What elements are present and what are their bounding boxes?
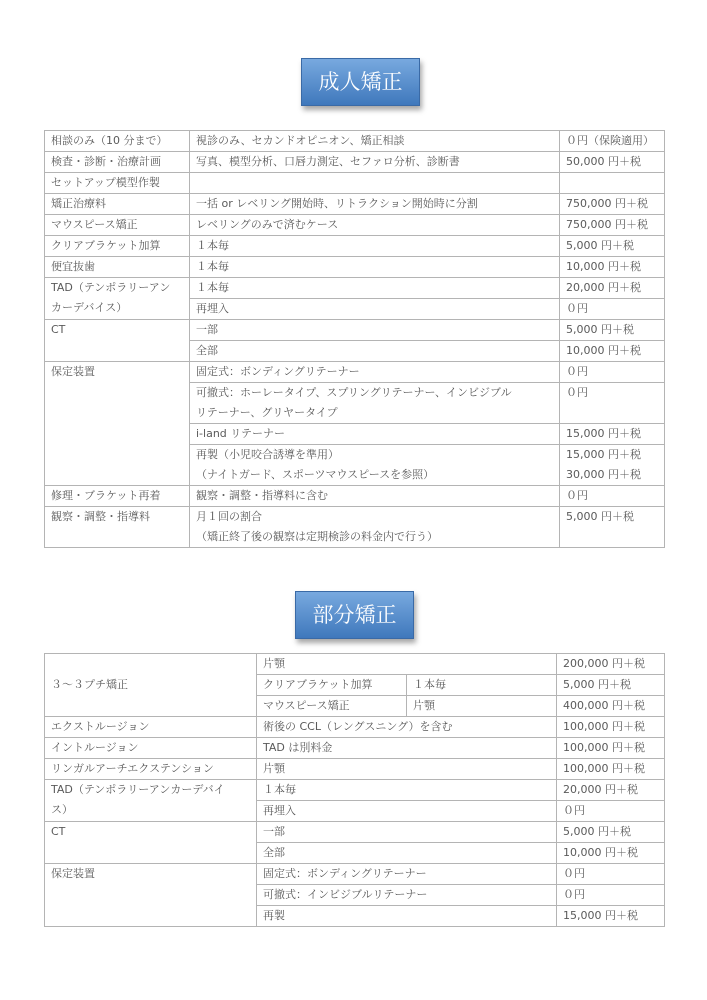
item-name-ct: CT [45, 822, 257, 864]
item-name: 観察・調整・指導料 [45, 507, 190, 548]
section-title-adult: 成人矯正 [301, 58, 420, 106]
item-subdescription: 片顎 [407, 696, 557, 717]
item-name: 矯正治療料 [45, 194, 190, 215]
item-description: 片顎 [257, 759, 557, 780]
tad-name-line2: カーデバイス） [51, 301, 128, 314]
item-description: 固定式：ボンディングリテーナー [190, 362, 560, 383]
item-description: 再埋入 [257, 801, 557, 822]
item-name: 検査・診断・治療計画 [45, 152, 190, 173]
section-title-partial: 部分矯正 [295, 591, 414, 639]
item-name-retainer: 保定装置 [45, 864, 257, 927]
item-description: クリアブラケット加算 [257, 675, 407, 696]
item-price [560, 445, 665, 486]
table-row [45, 236, 665, 257]
item-description: i-land リテーナー [190, 424, 560, 445]
item-price: 10,000 円＋税 [560, 257, 665, 278]
tad-name-line2: ス） [51, 803, 73, 816]
table-row [45, 320, 665, 341]
tad-name-line1: TAD（テンポラリーアンカーデバイ [51, 783, 225, 796]
item-description: １本毎 [257, 780, 557, 801]
item-price: ０円 [557, 801, 665, 822]
item-price: 50,000 円＋税 [560, 152, 665, 173]
item-name-retainer: 保定装置 [45, 362, 190, 486]
item-price: 5,000 円＋税 [560, 320, 665, 341]
item-name: クリアブラケット加算 [45, 236, 190, 257]
table-row [45, 278, 665, 299]
table-row [45, 780, 665, 801]
item-price: ０円 [560, 299, 665, 320]
item-name: 相談のみ（10 分まで） [45, 131, 190, 152]
remake-price2: 30,000 円＋税 [566, 468, 641, 481]
table-row [45, 717, 665, 738]
item-price: 5,000 円＋税 [557, 675, 665, 696]
item-price: 5,000 円＋税 [557, 822, 665, 843]
item-description: １本毎 [190, 236, 560, 257]
item-description: 写真、模型分析、口唇力測定、セファロ分析、診断書 [190, 152, 560, 173]
item-name: リンガルアーチエクステンション [45, 759, 257, 780]
item-price: 100,000 円＋税 [557, 717, 665, 738]
item-description: 片顎 [257, 654, 557, 675]
remake-line1: 再製（小児咬合誘導を準用） [196, 448, 339, 461]
item-description: レベリングのみで済むケース [190, 215, 560, 236]
item-price: 20,000 円＋税 [557, 780, 665, 801]
removable-line1: 可撤式：ホーレータイプ、スプリングリテーナー、インビジブル [196, 386, 512, 399]
table-row [45, 738, 665, 759]
item-name: エクストルージョン [45, 717, 257, 738]
item-description: 一部 [257, 822, 557, 843]
observe-line1: 月１回の割合 [196, 510, 262, 523]
item-name-ct: CT [45, 320, 190, 362]
item-description [190, 383, 560, 424]
remake-price1: 15,000 円＋税 [566, 448, 641, 461]
item-price: ０円 [560, 383, 665, 424]
table-row [45, 173, 665, 194]
item-price: 750,000 円＋税 [560, 194, 665, 215]
item-description: 全部 [257, 843, 557, 864]
table-row [45, 507, 665, 548]
item-price: 10,000 円＋税 [560, 341, 665, 362]
table-row [45, 654, 665, 675]
item-price: 750,000 円＋税 [560, 215, 665, 236]
item-price: 5,000 円＋税 [560, 236, 665, 257]
table-row [45, 759, 665, 780]
item-name: 便宜抜歯 [45, 257, 190, 278]
table-row [45, 362, 665, 383]
item-price: 15,000 円＋税 [557, 906, 665, 927]
item-name-tad [45, 780, 257, 822]
item-name-petit: ３～３プチ矯正 [45, 654, 257, 717]
item-description [190, 445, 560, 486]
item-price: 15,000 円＋税 [560, 424, 665, 445]
item-description: マウスピース矯正 [257, 696, 407, 717]
item-price: ０円（保険適用） [560, 131, 665, 152]
item-description: 一括 or レベリング開始時、リトラクション開始時に分割 [190, 194, 560, 215]
item-name: 修理・ブラケット再着 [45, 486, 190, 507]
remake-line2: （ナイトガード、スポーツマウスピースを参照） [196, 468, 435, 481]
item-description: 再埋入 [190, 299, 560, 320]
removable-line2: リテーナー、グリヤータイプ [196, 406, 338, 419]
item-price: ０円 [557, 864, 665, 885]
table-row [45, 822, 665, 843]
item-description: 全部 [190, 341, 560, 362]
item-description: １本毎 [190, 257, 560, 278]
item-subdescription: １本毎 [407, 675, 557, 696]
item-price: 10,000 円＋税 [557, 843, 665, 864]
table-row [45, 152, 665, 173]
partial-price-table [44, 653, 665, 927]
item-name: セットアップ模型作製 [45, 173, 190, 194]
item-description: TAD は別料金 [257, 738, 557, 759]
table-row [45, 131, 665, 152]
item-price: 100,000 円＋税 [557, 738, 665, 759]
tad-name-line1: TAD（テンポラリーアン [51, 281, 171, 294]
item-name: イントルージョン [45, 738, 257, 759]
item-price: 5,000 円＋税 [560, 507, 665, 548]
item-description: 固定式：ボンディングリテーナー [257, 864, 557, 885]
table-row [45, 215, 665, 236]
table-row [45, 257, 665, 278]
item-description: 観察・調整・指導料に含む [190, 486, 560, 507]
item-description: 一部 [190, 320, 560, 341]
table-row [45, 864, 665, 885]
item-name-tad [45, 278, 190, 320]
item-description: 可撤式：インビジブルリテーナー [257, 885, 557, 906]
item-price: ０円 [560, 362, 665, 383]
item-price: 20,000 円＋税 [560, 278, 665, 299]
item-description: 視診のみ、セカンドオピニオン、矯正相談 [190, 131, 560, 152]
item-description: 術後の CCL（レングスニング）を含む [257, 717, 557, 738]
observe-line2: （矯正終了後の観察は定期検診の料金内で行う） [196, 530, 438, 543]
item-description: １本毎 [190, 278, 560, 299]
item-price: ０円 [557, 885, 665, 906]
item-price [560, 173, 665, 194]
table-row [45, 194, 665, 215]
item-description [190, 173, 560, 194]
item-description: 再製 [257, 906, 557, 927]
item-price: 400,000 円＋税 [557, 696, 665, 717]
item-price: 100,000 円＋税 [557, 759, 665, 780]
item-description [190, 507, 560, 548]
item-name: マウスピース矯正 [45, 215, 190, 236]
adult-price-table [44, 130, 665, 548]
table-row [45, 486, 665, 507]
item-price: ０円 [560, 486, 665, 507]
item-price: 200,000 円＋税 [557, 654, 665, 675]
